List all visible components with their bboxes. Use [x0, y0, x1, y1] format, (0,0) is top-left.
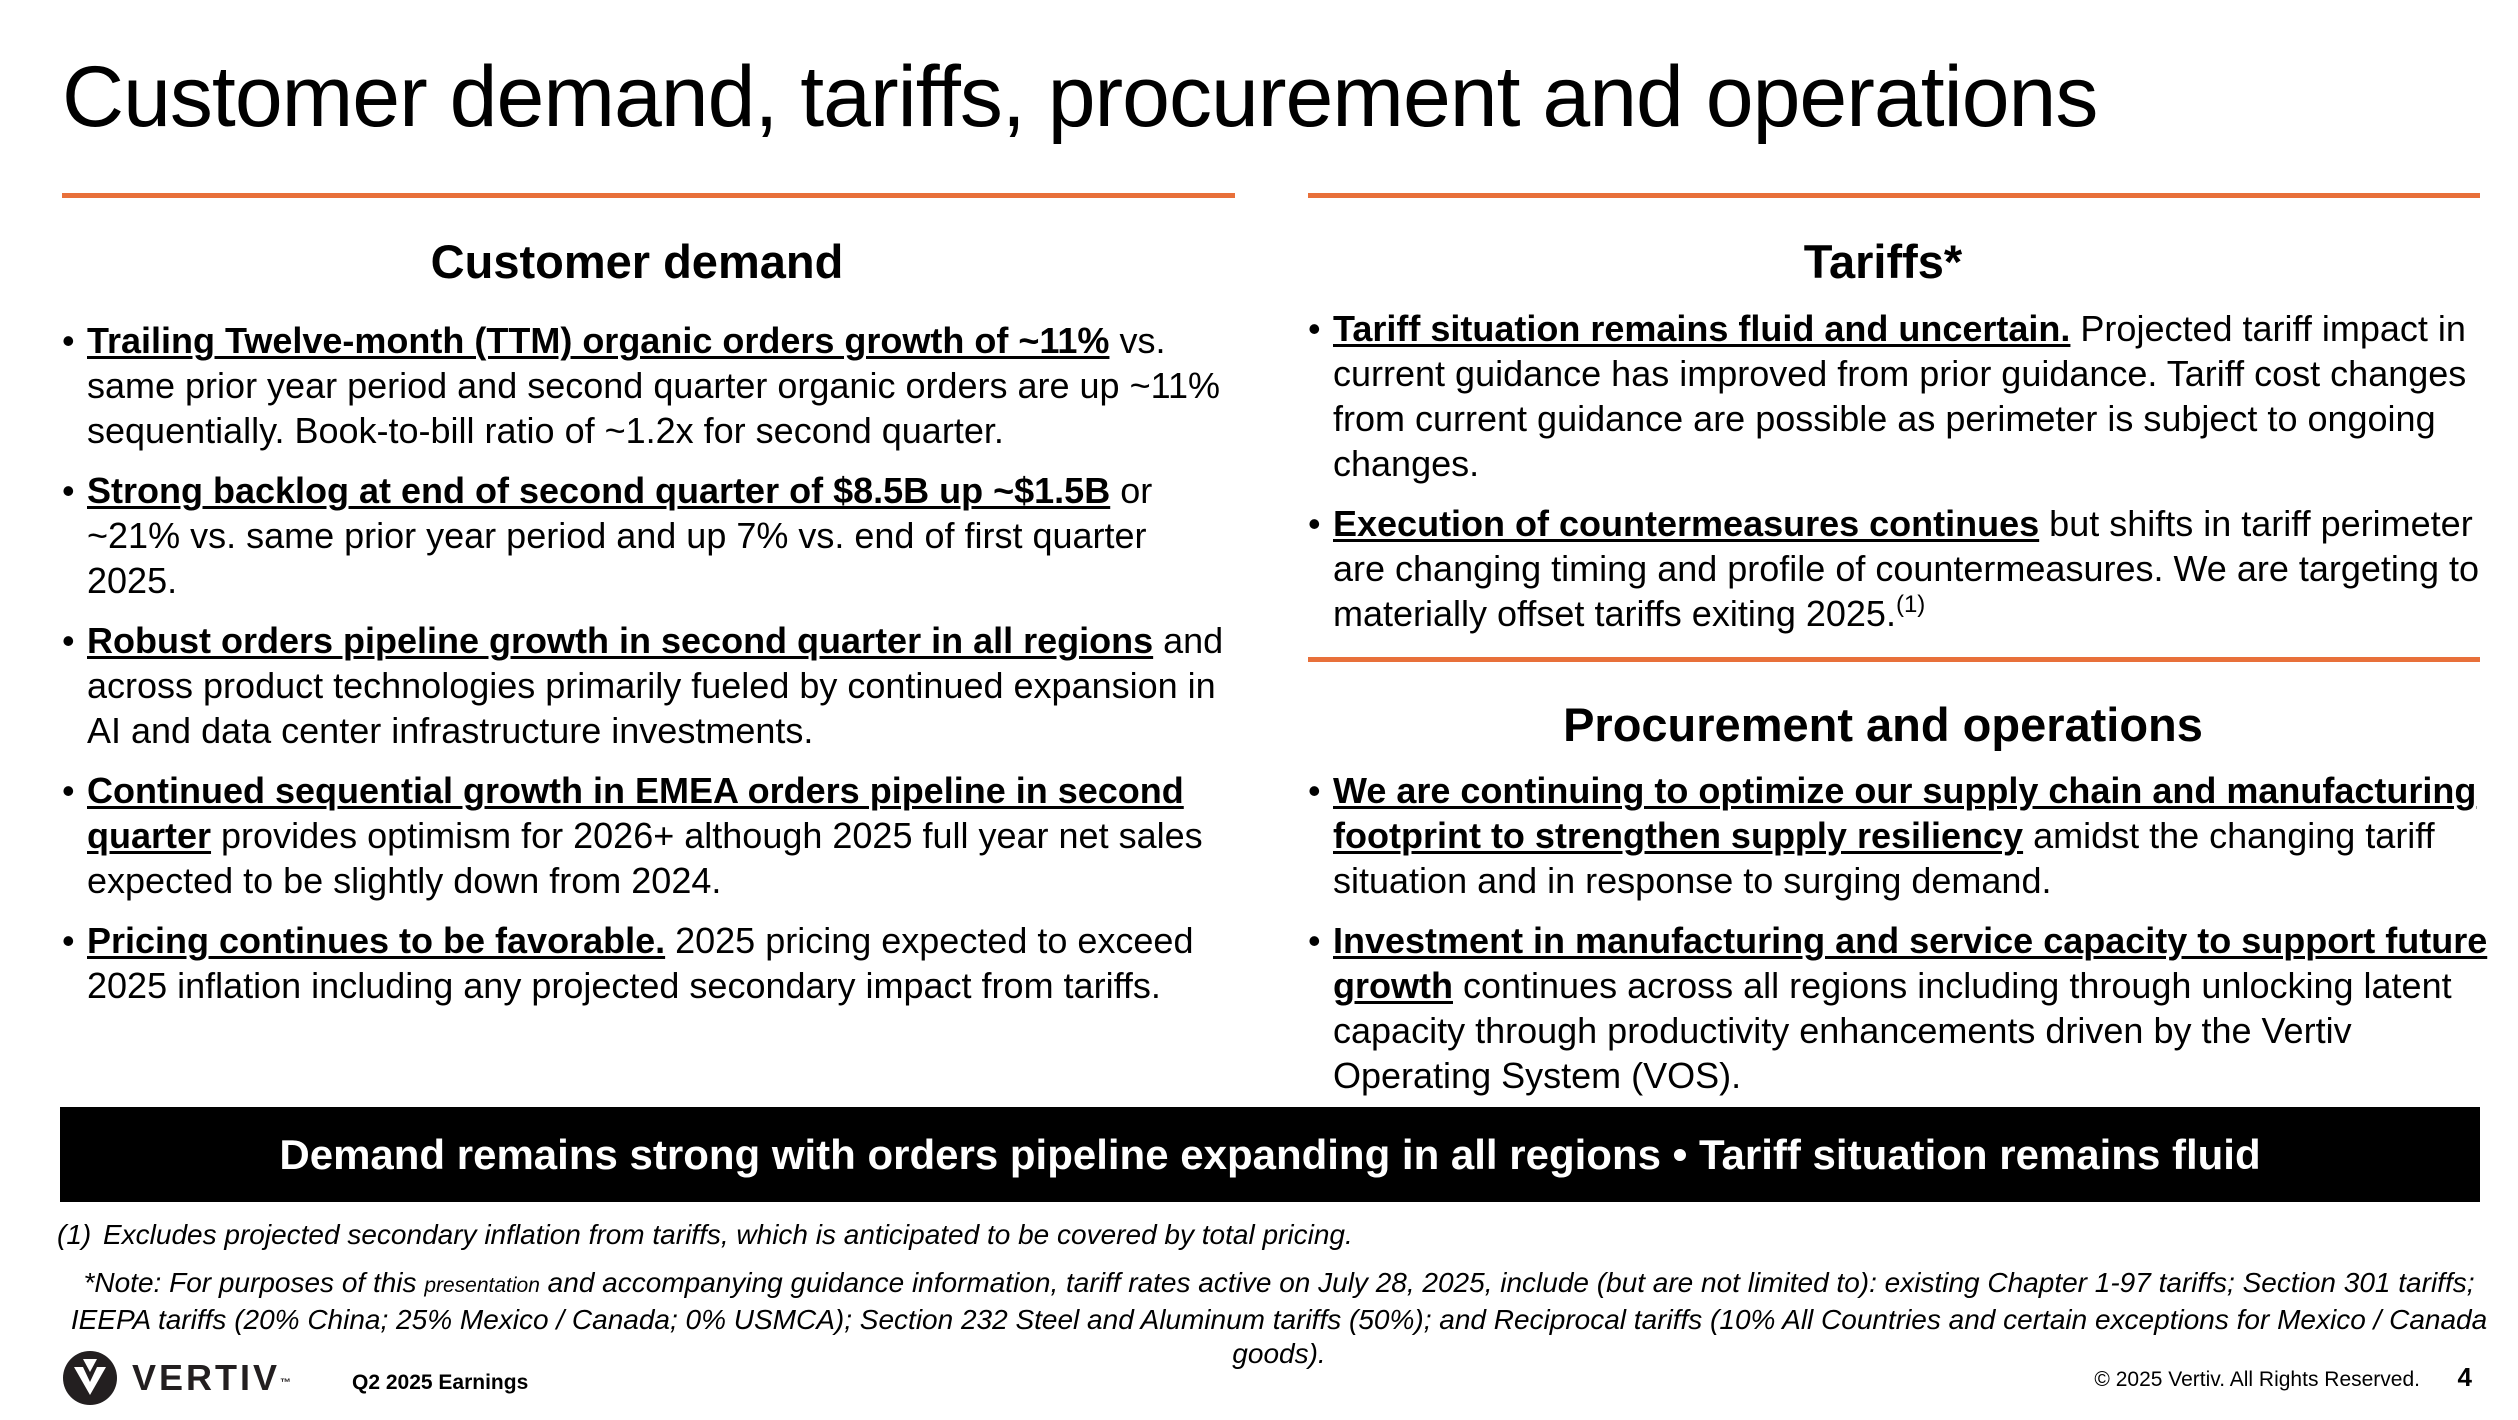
summary-banner-text: Demand remains strong with orders pipeline expanding in all regions • Tariff situation remains fluid	[279, 1130, 2261, 1178]
list-item	[1308, 918, 2488, 1098]
vertiv-logo	[62, 1350, 291, 1406]
bullet-text: provides optimism for 2026+ although 2025 full year net sales expected to be slightly down from 2024.	[87, 815, 1203, 901]
footnote-text: Excludes projected secondary inflation from tariffs, which is anticipated to be covered by total pricing.	[103, 1219, 1353, 1250]
procurement-list	[1308, 768, 2488, 1113]
bullet-text: but shifts in tariff perimeter are changing timing and profile of countermeasures. We are targeting to materially offset tariffs exiting 2025.	[1333, 503, 2479, 634]
tariff-note	[50, 1266, 2508, 1371]
list-item	[62, 768, 1242, 903]
slide-title: Customer demand, tariffs, procurement and operations	[62, 49, 2098, 145]
bullet-lead: Investment in manufacturing and service capacity to support future growth	[1333, 920, 2488, 1006]
footnote-label: (1)	[57, 1219, 92, 1250]
bullet-lead: Execution of countermeasures continues	[1333, 503, 2040, 544]
bullet-lead: We are continuing to optimize our supply chain and manufacturing footprint to strengthen supply resiliency	[1333, 770, 2477, 856]
list-item	[62, 918, 1242, 1008]
bullet-text: vs. same prior year period and second quarter organic orders are up ~11% sequentially. Book-to-bill ratio of ~1.2x for second quarter.	[87, 320, 1220, 451]
footnote-marker: (1)	[1895, 591, 1926, 618]
tariffs-heading: Tariffs*	[1803, 235, 1963, 288]
summary-banner	[60, 1107, 2480, 1202]
bullet-lead: Robust orders pipeline growth in second quarter in all regions	[87, 620, 1154, 661]
bullet-lead: Continued sequential growth in EMEA orders pipeline in second quarter	[87, 770, 1184, 856]
customer-demand-rule	[62, 193, 1235, 198]
bullet-text: 2025 pricing expected to exceed 2025 inflation including any projected secondary impact from tariffs.	[87, 920, 1194, 1006]
list-item	[62, 468, 1242, 603]
bullet-text: and across product technologies primarily fueled by continued expansion in AI and data center infrastructure investments.	[87, 620, 1224, 751]
list-item	[1308, 306, 2483, 486]
vertiv-wordmark: VERTIV™	[132, 1357, 292, 1398]
customer-demand-list	[62, 318, 1242, 1023]
procurement-heading: Procurement and operations	[1563, 698, 2203, 751]
note-prefix: *Note: For purposes of this	[83, 1267, 425, 1298]
tariffs-rule	[1308, 193, 2480, 198]
note-rest: and accompanying guidance information, tariff rates active on July 28, 2025, include (but are not limited to): existing Chapter 1-97 tariffs; Section 301 tariffs; IEEPA tariffs (20% China; 25% Mexico / Canada; 0% USMCA); Section 232 Steel and Aluminum tariffs (50%); and Reciprocal tariffs (10% All Countries and certain exceptions for Mexico / Canada goods).	[70, 1267, 2488, 1369]
procurement-rule	[1308, 657, 2480, 662]
deck-label: Q2 2025 Earnings	[352, 1371, 529, 1394]
bullet-lead: Strong backlog at end of second quarter of $8.5B up ~$1.5B	[87, 470, 1111, 511]
note-small-word: presentation	[424, 1274, 540, 1297]
bullet-text: amidst the changing tariff situation and in response to surging demand.	[1333, 815, 2435, 901]
list-item	[62, 618, 1242, 753]
customer-demand-heading: Customer demand	[430, 235, 844, 288]
bullet-text: continues across all regions including through unlocking latent capacity through productivity enhancements driven by the Vertiv Operating System (VOS).	[1333, 965, 2452, 1096]
bullet-lead: Trailing Twelve-month (TTM) organic orders growth of ~11%	[87, 320, 1110, 361]
bullet-lead: Pricing continues to be favorable.	[87, 920, 666, 961]
bullet-lead: Tariff situation remains fluid and uncertain.	[1333, 308, 2071, 349]
list-item	[1308, 768, 2488, 903]
bullet-text: or ~21% vs. same prior year period and up 7% vs. end of first quarter 2025.	[87, 470, 1153, 601]
bullet-text: Projected tariff impact in current guidance has improved from prior guidance. Tariff cost changes from current guidance are possible as perimeter is subject to ongoing changes.	[1333, 308, 2467, 484]
list-item	[62, 318, 1242, 453]
tariffs-list	[1308, 306, 2483, 651]
footnote	[57, 1219, 1353, 1251]
page-number: 4	[2457, 1362, 2472, 1392]
list-item	[1308, 501, 2483, 636]
copyright: © 2025 Vertiv. All Rights Reserved.	[2094, 1368, 2420, 1391]
vertiv-chevron-icon	[62, 1350, 118, 1406]
